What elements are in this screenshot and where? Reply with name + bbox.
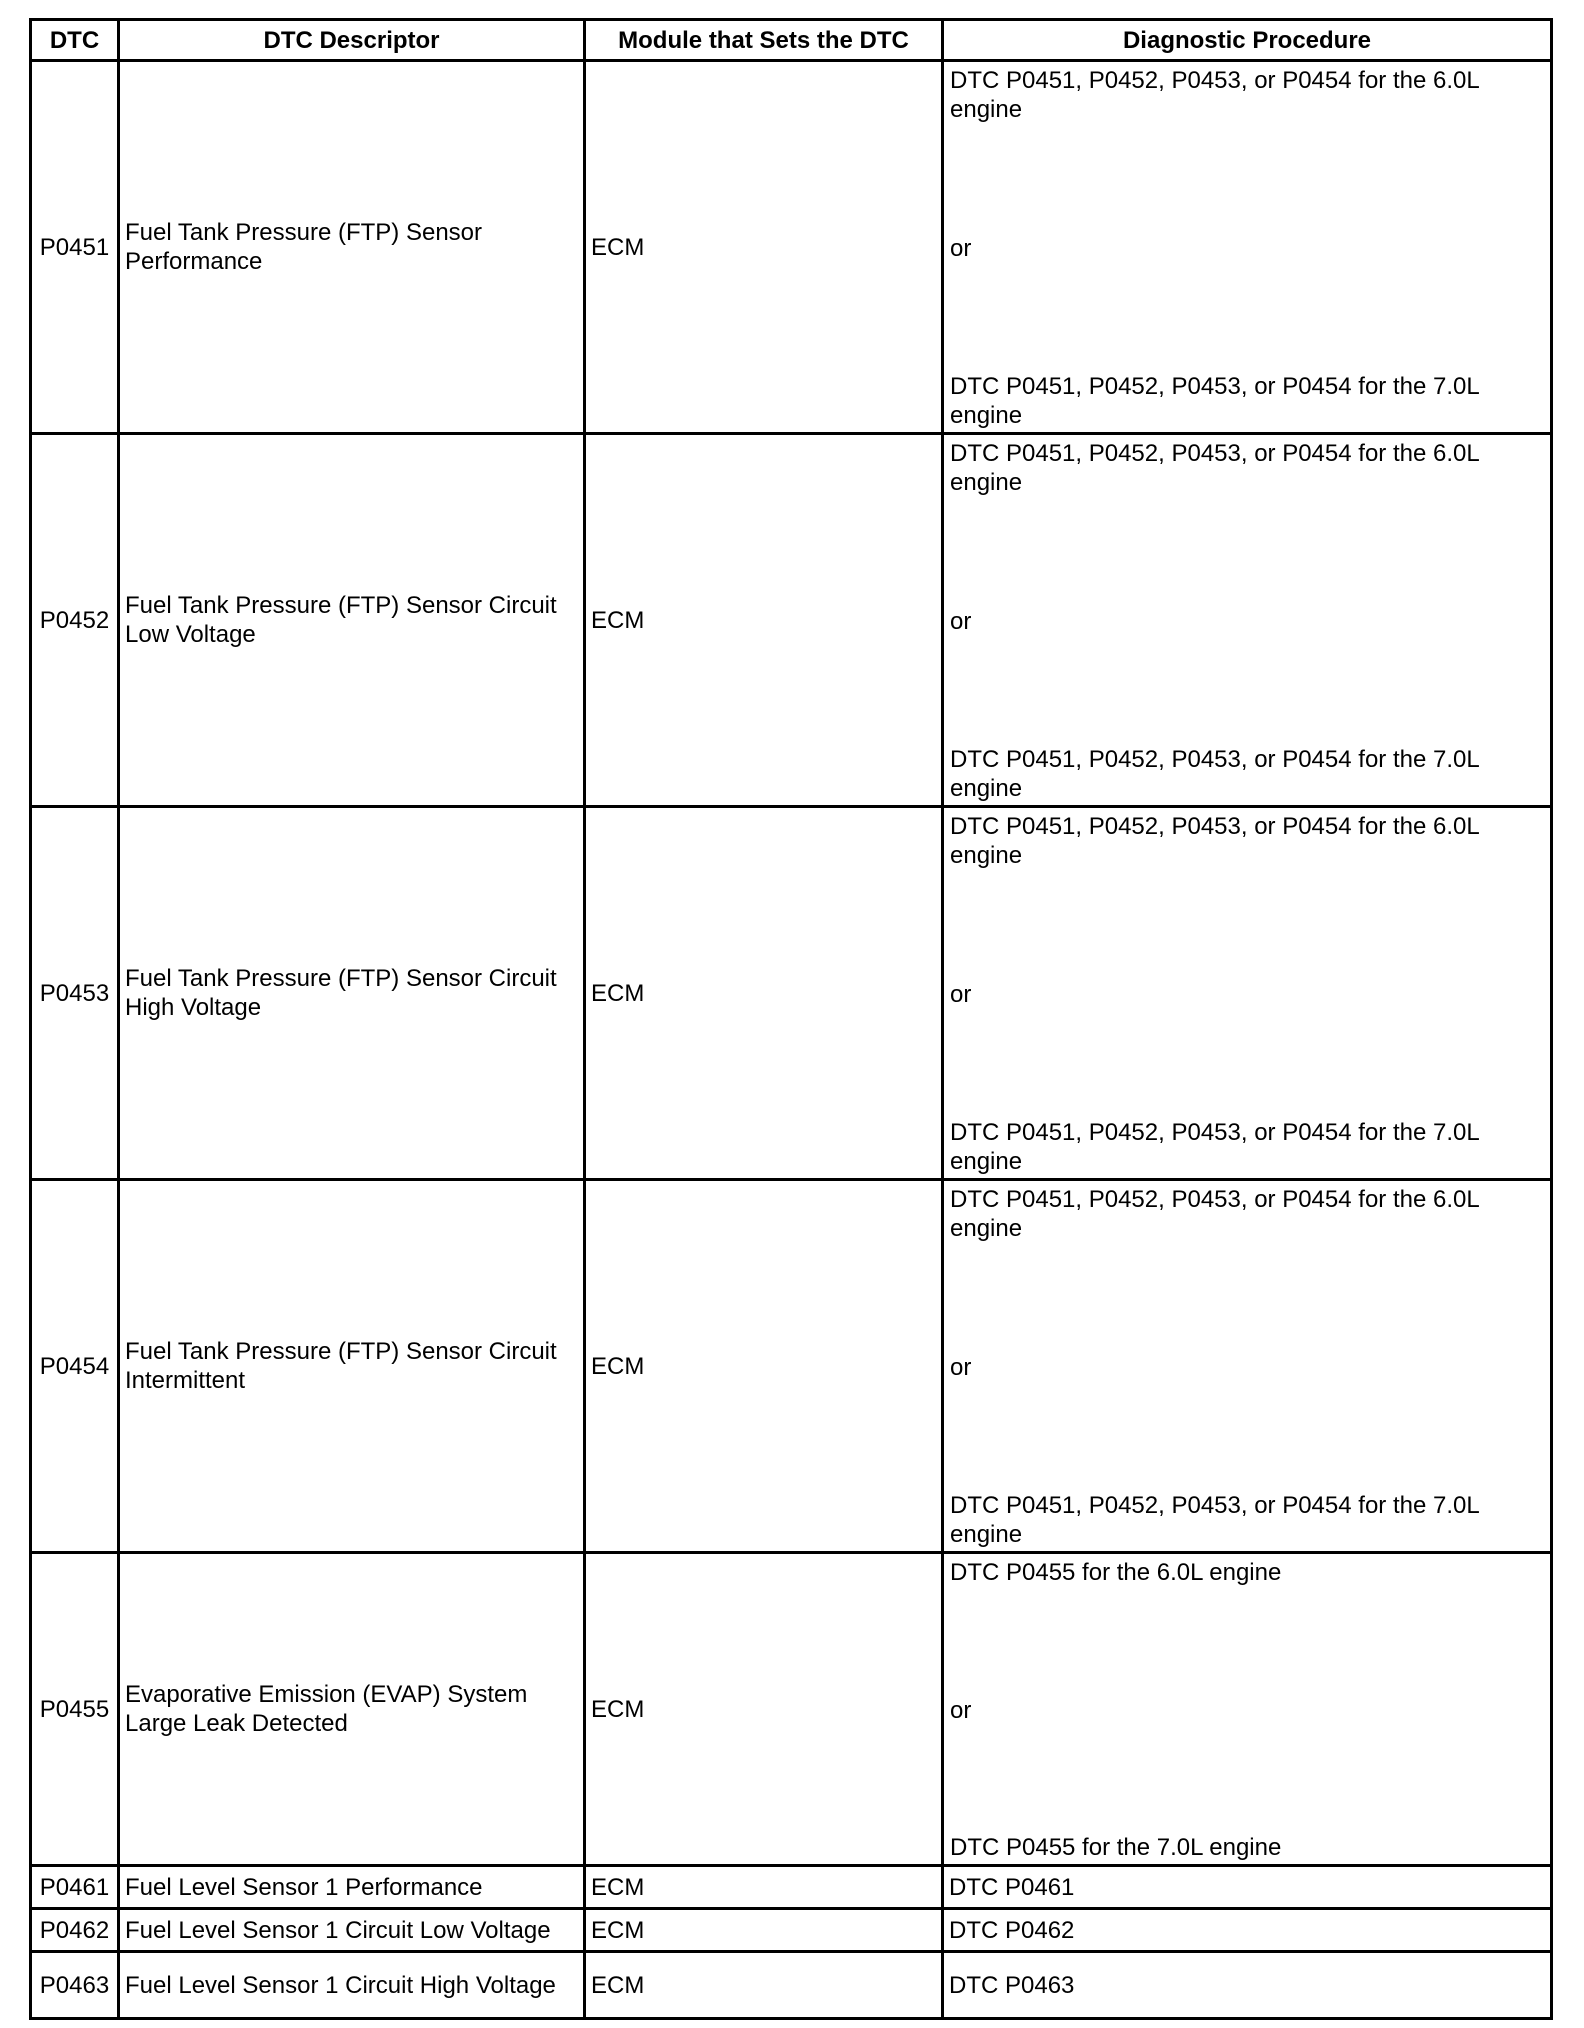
dtc-code: P0451	[31, 61, 119, 434]
dtc-code: P0461	[31, 1866, 119, 1909]
dtc-procedure	[943, 807, 1552, 1180]
dtc-procedure	[943, 1180, 1552, 1553]
procedure-link-6-0l[interactable]: DTC P0451, P0452, P0453, or P0454 for the 6.0L engine	[950, 1186, 1479, 1242]
procedure-link[interactable]: DTC P0463	[949, 1971, 1075, 1999]
procedure-link-6-0l[interactable]: DTC P0451, P0452, P0453, or P0454 for the 6.0L engine	[950, 440, 1479, 496]
dtc-code: P0455	[31, 1553, 119, 1866]
table-row	[31, 1180, 1552, 1553]
header-dtc: DTC	[31, 20, 119, 61]
dtc-procedure	[943, 1866, 1552, 1909]
procedure-link[interactable]: DTC P0462	[949, 1916, 1075, 1944]
header-procedure: Diagnostic Procedure	[943, 20, 1552, 61]
procedure-link-6-0l[interactable]: DTC P0455 for the 6.0L engine	[950, 1559, 1282, 1586]
procedure-link[interactable]: DTC P0461	[949, 1873, 1075, 1901]
header-module: Module that Sets the DTC	[585, 20, 943, 61]
table-row	[31, 1553, 1552, 1866]
dtc-code: P0463	[31, 1952, 119, 2019]
dtc-procedure	[943, 1952, 1552, 2019]
dtc-code: P0452	[31, 434, 119, 807]
dtc-procedure	[943, 1909, 1552, 1952]
dtc-module: ECM	[585, 1866, 943, 1909]
dtc-module: ECM	[585, 807, 943, 1180]
table-row	[31, 807, 1552, 1180]
procedure-or: or	[950, 607, 972, 635]
dtc-descriptor: Fuel Level Sensor 1 Performance	[119, 1866, 585, 1909]
table-row	[31, 1952, 1552, 2019]
table-header-row	[31, 20, 1552, 61]
dtc-module: ECM	[585, 61, 943, 434]
table-row	[31, 1909, 1552, 1952]
dtc-procedure	[943, 61, 1552, 434]
dtc-descriptor: Fuel Level Sensor 1 Circuit Low Voltage	[119, 1909, 585, 1952]
header-descriptor: DTC Descriptor	[119, 20, 585, 61]
dtc-module: ECM	[585, 434, 943, 807]
dtc-descriptor: Fuel Level Sensor 1 Circuit High Voltage	[119, 1952, 585, 2019]
procedure-link-7-0l[interactable]: DTC P0451, P0452, P0453, or P0454 for the 7.0L engine	[950, 1119, 1479, 1175]
dtc-descriptor: Fuel Tank Pressure (FTP) Sensor Performance	[119, 61, 585, 434]
dtc-procedure	[943, 1553, 1552, 1866]
table-row	[31, 434, 1552, 807]
procedure-link-6-0l[interactable]: DTC P0451, P0452, P0453, or P0454 for the 6.0L engine	[950, 67, 1479, 123]
dtc-descriptor: Evaporative Emission (EVAP) System Large Leak Detected	[119, 1553, 585, 1866]
procedure-link-7-0l[interactable]: DTC P0451, P0452, P0453, or P0454 for the 7.0L engine	[950, 746, 1479, 802]
dtc-module: ECM	[585, 1952, 943, 2019]
procedure-link-6-0l[interactable]: DTC P0451, P0452, P0453, or P0454 for the 6.0L engine	[950, 813, 1479, 869]
dtc-table	[29, 18, 1553, 2020]
dtc-code: P0454	[31, 1180, 119, 1553]
dtc-descriptor: Fuel Tank Pressure (FTP) Sensor Circuit Intermittent	[119, 1180, 585, 1553]
procedure-link-7-0l[interactable]: DTC P0455 for the 7.0L engine	[950, 1834, 1282, 1861]
dtc-descriptor: Fuel Tank Pressure (FTP) Sensor Circuit High Voltage	[119, 807, 585, 1180]
dtc-module: ECM	[585, 1180, 943, 1553]
procedure-or: or	[950, 1696, 972, 1724]
dtc-module: ECM	[585, 1909, 943, 1952]
dtc-module: ECM	[585, 1553, 943, 1866]
procedure-or: or	[950, 234, 972, 262]
procedure-link-7-0l[interactable]: DTC P0451, P0452, P0453, or P0454 for the 7.0L engine	[950, 1492, 1479, 1548]
dtc-code: P0453	[31, 807, 119, 1180]
dtc-descriptor: Fuel Tank Pressure (FTP) Sensor Circuit Low Voltage	[119, 434, 585, 807]
procedure-link-7-0l[interactable]: DTC P0451, P0452, P0453, or P0454 for the 7.0L engine	[950, 373, 1479, 429]
table-row	[31, 61, 1552, 434]
procedure-or: or	[950, 1353, 972, 1381]
procedure-or: or	[950, 980, 972, 1008]
dtc-code: P0462	[31, 1909, 119, 1952]
table-row	[31, 1866, 1552, 1909]
dtc-procedure	[943, 434, 1552, 807]
